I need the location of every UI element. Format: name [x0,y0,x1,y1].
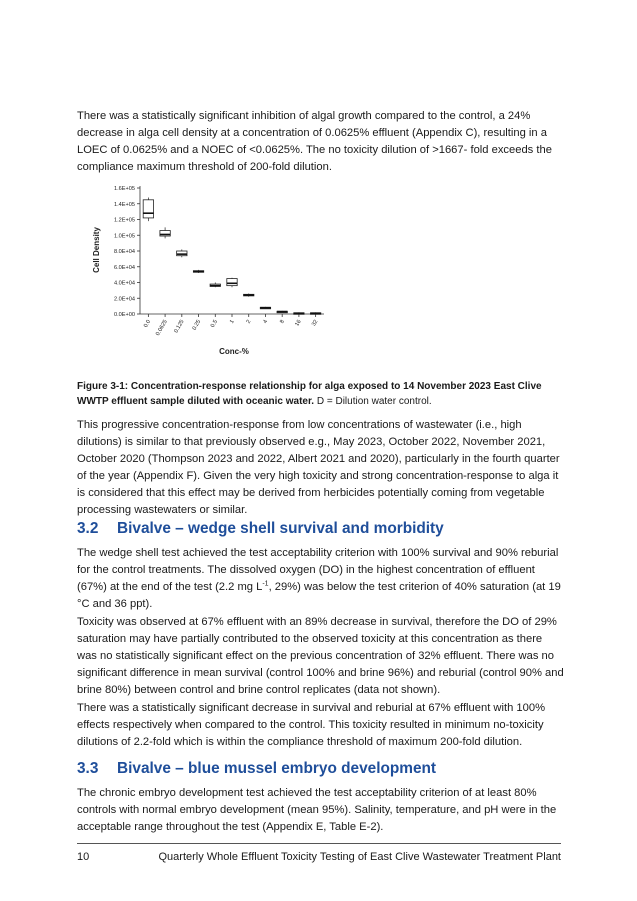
section-heading-3-2 [77,520,444,538]
figure-caption-title: Figure 3-1: Concentration-response relationship for alga exposed to 14 November 2023 East Clive WWTP effluent sample diluted with oceanic water. [77,381,542,407]
y-tick-label: 1.0E+05 [114,233,135,240]
x-axis [140,314,324,337]
y-tick-label: 4.0E+04 [114,280,135,287]
paragraph-text: The wedge shell test achieved the test acceptability criterion with 100% survival and 90% reburial for the control treatments. The dissolved oxygen (DO) in the highest concentration of effluent (67%) at the end of the test (2.2 mg L [77,547,559,594]
y-tick-label: 1.2E+05 [114,217,135,224]
x-tick-label: 0.0 [143,319,153,329]
section-title: Bivalve – wedge shell survival and morbidity [117,520,444,537]
box-plot-4 [260,307,270,309]
paragraph-text: , 29%) was below the test criterion of 40% saturation (at 19 °C and 36 ppt). [77,581,561,611]
x-tick-label: 0.125 [173,319,186,335]
concentration-response-chart [88,176,328,362]
x-tick-label: 0.25 [191,319,203,332]
box-plot-32 [310,312,320,314]
x-tick-label: 0.5 [209,319,220,329]
box-plot-0.0625 [160,227,170,238]
page-number: 10 [77,851,90,863]
box-iqr [227,279,237,286]
paragraph-wedge-shell-toxicity: Toxicity was observed at 67% effluent with an 89% decrease in survival, therefore the DO of 29% saturation may have partially contributed to the observed toxicity at this concentration as there was no statistically significant effect on the previous concentration of 32% effluent. There was no significant difference in mean survival (control 100% and brine 96%) and reburial (control 90% and brine 80%) between control and brine control replicates (data not shown). [77,616,564,697]
section-heading-3-3 [77,760,436,778]
x-tick-label: 1 [228,319,236,325]
figure-caption-note: D = Dilution water control. [314,395,432,407]
y-tick-label: 8.0E+04 [114,249,135,255]
section-number: 3.2 [77,520,99,537]
y-tick-label: 1.4E+05 [114,201,135,208]
paragraph-wedge-shell-acceptability [77,545,565,613]
x-tick-label: 32 [311,319,320,328]
box-plot-0.0 [143,197,153,221]
footer-divider [77,843,561,844]
paragraph-wedge-shell-decrease: There was a statistically significant decrease in survival and reburial at 67% effluent with 100% effects respectively when compared to the control. This toxicity resulted in minimum no-toxicity dilutions of 2.2-fold which is within the compliance threshold of maximum 200-fold dilution. [77,702,546,749]
x-tick-label: 8 [279,319,286,325]
y-tick-label: 0.0E+00 [114,312,135,318]
box-iqr [143,200,153,218]
x-axis-label: Conc-% [219,347,249,356]
figure-caption [77,380,565,409]
box-plot-0.5 [210,283,220,288]
paragraph-mussel-embryo: The chronic embryo development test achieved the test acceptability criterion of at least 80% controls with normal embryo development (mean 95%). Salinity, temperature, and pH were in the acceptable range throughout the test (Appendix E, Table E-2). [77,787,557,834]
y-tick-label: 1.6E+05 [114,186,135,192]
x-tick-label: 2 [245,319,253,325]
box-plot-0.125 [177,249,187,257]
box-plot-1 [227,278,237,287]
y-tick-label: 6.0E+04 [114,264,135,271]
box-plot-0.25 [193,270,203,273]
y-axis [114,186,140,318]
paragraph-algal-inhibition: There was a statistically significant inhibition of algal growth compared to the control, a 24% decrease in alga cell density at a concentration of 0.0625% effluent (Appendix C), resulting in a LOEC of 0.0625% and a NOEC of <0.0625%. The no toxicity dilution of >1667- fold exceeds the compliance maximum threshold of 200-fold dilution. [77,110,552,174]
section-title: Bivalve – blue mussel embryo development [117,760,437,777]
section-number: 3.3 [77,760,99,777]
superscript: -1 [262,580,269,588]
paragraph-concentration-response: This progressive concentration-response from low concentrations of wastewater (i.e., high dilutions) is similar to that previously observed e.g., May 2023, October 2022, November 2021, October 2020 (Thompson 2023 and 2022, Albert 2021 and 2020), particularly in the fourth quarter of the year (Appendix F). Given the very high toxicity and strong concentration-response to alga it is considered that this effect may be derived from herbicides potentially coming from vegetable processing wastewaters or similar. [77,419,560,517]
x-tick-label: 16 [294,319,303,328]
y-axis-label: Cell Density [92,227,101,273]
footer-title: Quarterly Whole Effluent Toxicity Testing of East Clive Wastewater Treatment Plant [158,851,561,863]
box-plot-2 [244,294,254,297]
box-plots [143,197,321,314]
y-tick-label: 2.0E+04 [114,296,135,303]
box-plot-8 [277,311,287,313]
box-plot-16 [294,312,304,314]
x-tick-label: 0.0625 [155,319,169,337]
x-tick-label: 4 [262,319,270,325]
